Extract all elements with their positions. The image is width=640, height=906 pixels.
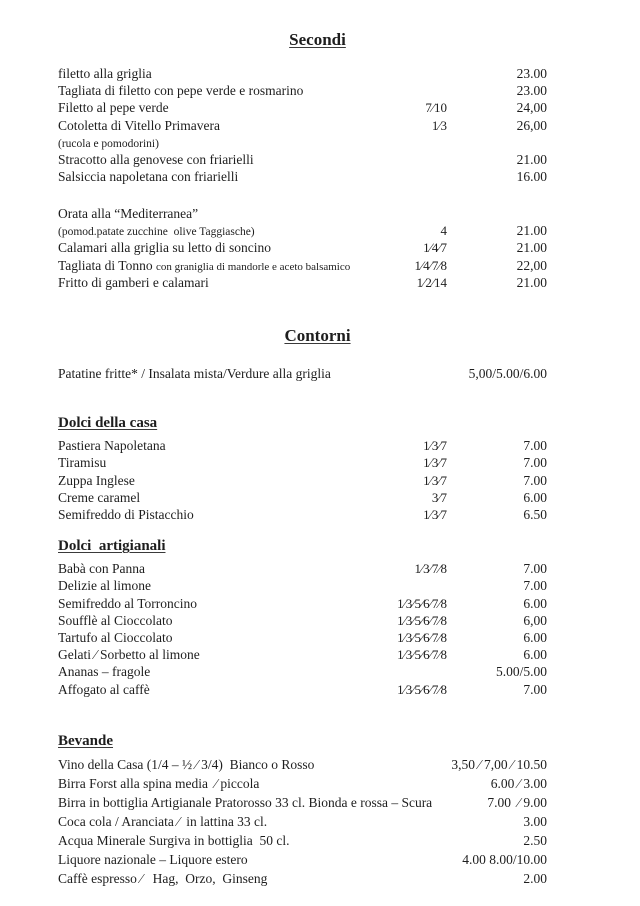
item-name-wrap <box>58 66 447 83</box>
menu-item-row <box>58 258 547 275</box>
item-name: Fritto di gamberi e calamari <box>58 274 209 290</box>
item-name-wrap <box>58 832 447 851</box>
item-allergens: 1⁄4⁄7⁄8 <box>414 257 447 273</box>
item-name-wrap <box>58 630 359 647</box>
item-name: Tiramisu <box>58 455 107 471</box>
item-name: Babà con Panna <box>58 561 145 577</box>
menu-item-row <box>58 152 547 169</box>
item-price: 6.00 <box>523 595 547 611</box>
item-price: 22,00 <box>516 257 547 273</box>
item-price: 7.00 <box>523 681 547 697</box>
menu-item-row <box>58 455 547 472</box>
item-price: 24,00 <box>516 100 547 116</box>
menu-page <box>58 0 547 889</box>
item-name: Birra Forst alla spina media ⁄ piccola <box>58 775 260 791</box>
item-allergens: 1⁄3⁄5⁄6⁄7⁄8 <box>397 647 447 663</box>
item-price: 26,00 <box>516 117 547 133</box>
item-name-wrap <box>58 473 359 490</box>
item-name-wrap <box>58 240 359 257</box>
item-allergens: 1⁄3⁄7 <box>423 507 447 523</box>
item-allergens: 4 <box>440 223 447 239</box>
item-price: 6,00 <box>523 612 547 628</box>
menu-item-row <box>58 169 547 186</box>
menu-item-row <box>58 206 547 223</box>
menu-item-row <box>58 66 547 83</box>
item-name: Patatine fritte* / Insalata mista/Verdure alla griglia <box>58 366 331 382</box>
item-name-wrap <box>58 578 447 595</box>
item-name-wrap <box>58 152 447 169</box>
menu-item-row <box>58 596 547 613</box>
item-name: Salsiccia napoletana con friarielli <box>58 169 239 185</box>
item-name-wrap <box>58 561 359 578</box>
item-allergens: 3⁄7 <box>431 489 447 505</box>
item-name-wrap <box>58 490 359 507</box>
menu-item-row <box>58 100 547 117</box>
menu-item-row <box>58 813 547 832</box>
item-price: 23.00 <box>516 83 547 99</box>
menu-item-row <box>58 223 547 240</box>
menu-section <box>58 733 547 889</box>
section-heading: Dolci artigianali <box>58 538 166 555</box>
item-name: filetto alla griglia <box>58 66 152 81</box>
menu-item-row <box>58 83 547 100</box>
menu-group <box>58 756 547 889</box>
item-name: (rucola e pomodorini) <box>58 137 159 150</box>
item-price: 7.00 <box>523 472 547 488</box>
item-price: 6.00 <box>523 489 547 505</box>
item-allergens: 1⁄3⁄5⁄6⁄7⁄8 <box>397 595 447 611</box>
item-price: 5.00/5.00 <box>495 664 547 680</box>
item-name-wrap <box>58 83 447 100</box>
item-allergens: 1⁄3 <box>431 117 447 133</box>
item-name: Liquore nazionale – Liquore estero <box>58 851 248 867</box>
menu-section <box>58 30 547 292</box>
menu-item-row <box>58 438 547 455</box>
menu-item-row <box>58 135 547 152</box>
item-name-wrap <box>58 756 447 775</box>
menu-item-row <box>58 664 547 681</box>
item-allergens: 1⁄3⁄7 <box>423 455 447 471</box>
item-price: 4.00 8.00/10.00 <box>462 851 547 867</box>
menu-item-row <box>58 682 547 699</box>
item-name: Tagliata di Tonno <box>58 257 156 273</box>
item-allergens: 7⁄10 <box>425 100 447 116</box>
item-name-wrap <box>58 794 447 813</box>
item-allergens: 1⁄3⁄5⁄6⁄7⁄8 <box>397 612 447 628</box>
menu-section <box>58 538 547 699</box>
item-name-wrap <box>58 258 359 275</box>
item-name-wrap <box>58 206 447 223</box>
item-name: Cotoletta di Vitello Primavera <box>58 117 221 133</box>
item-name-wrap <box>58 118 359 135</box>
item-name-wrap <box>58 100 359 117</box>
item-price: 21.00 <box>516 151 547 167</box>
menu-section <box>58 326 547 383</box>
item-price: 21.00 <box>516 240 547 256</box>
item-price: 2.00 <box>523 870 547 886</box>
menu-group <box>58 561 547 699</box>
menu-item-row <box>58 473 547 490</box>
item-name-wrap <box>58 851 447 870</box>
item-name-wrap <box>58 275 359 292</box>
item-name: Acqua Minerale Surgiva in bottiglia 50 cl. <box>58 832 290 848</box>
menu-item-row <box>58 794 547 813</box>
item-price: 7.00 <box>523 438 547 454</box>
item-allergens: 1⁄3⁄7 <box>423 472 447 488</box>
menu-group <box>58 206 547 292</box>
item-name: Semifreddo al Torroncino <box>58 595 198 611</box>
item-price: 7.00 ⁄ 9.00 <box>487 794 547 810</box>
menu-group <box>58 366 547 383</box>
menu-item-row <box>58 118 547 135</box>
item-name: Delizie al limone <box>58 578 151 594</box>
menu-item-row <box>58 756 547 775</box>
section-heading: Bevande <box>58 732 114 749</box>
menu-group <box>58 66 547 186</box>
item-allergens: 1⁄3⁄5⁄6⁄7⁄8 <box>397 681 447 697</box>
item-name: Creme caramel <box>58 489 141 505</box>
item-price: 6.00 ⁄ 3.00 <box>490 775 547 791</box>
item-name: Tagliata di filetto con pepe verde e rosmarino <box>58 83 304 99</box>
item-name-wrap <box>58 775 447 794</box>
item-price: 2.50 <box>523 832 547 848</box>
item-name-wrap <box>58 664 447 681</box>
menu-item-row <box>58 490 547 507</box>
item-price: 6.00 <box>523 630 547 646</box>
menu-item-row <box>58 832 547 851</box>
item-price: 3,50 ⁄ 7,00 ⁄ 10.50 <box>451 756 547 772</box>
menu-item-row <box>58 240 547 257</box>
item-name-wrap <box>58 223 359 240</box>
menu-item-row <box>58 851 547 870</box>
item-name: Zuppa Inglese <box>58 472 135 488</box>
item-allergens: 1⁄2⁄14 <box>416 274 447 290</box>
item-name-wrap <box>58 438 359 455</box>
item-name: Calamari alla griglia su letto di soncino <box>58 240 271 256</box>
menu-section <box>58 415 547 524</box>
section-heading: Contorni <box>284 326 351 346</box>
item-note-inline: con graniglia di mandorle e aceto balsamico <box>155 260 351 273</box>
item-name: Caffè espresso ⁄ Hag, Orzo, Ginseng <box>58 870 268 886</box>
item-name: Filetto al pepe verde <box>58 100 169 116</box>
menu-item-row <box>58 870 547 889</box>
menu-item-row <box>58 630 547 647</box>
item-name-wrap <box>58 647 359 664</box>
item-price: 3.00 <box>523 813 547 829</box>
item-name-wrap <box>58 613 359 630</box>
item-price: 7.00 <box>523 578 547 594</box>
item-allergens: 1⁄3⁄5⁄6⁄7⁄8 <box>397 630 447 646</box>
item-name-wrap <box>58 596 359 613</box>
item-name: Stracotto alla genovese con friarielli <box>58 151 254 167</box>
item-name-wrap <box>58 135 447 152</box>
item-price: 23.00 <box>516 66 547 81</box>
item-price: 7.00 <box>523 561 547 577</box>
item-allergens: 1⁄3⁄7⁄8 <box>414 561 447 577</box>
menu-item-row <box>58 647 547 664</box>
section-heading: Dolci della casa <box>58 415 158 432</box>
section-heading: Secondi <box>289 30 346 49</box>
item-name: Semifreddo di Pistacchio <box>58 507 194 523</box>
item-name: Tartufo al Cioccolato <box>58 630 173 646</box>
item-name-wrap <box>58 813 447 832</box>
item-name-wrap <box>58 366 447 383</box>
item-name: Orata alla “Mediterranea” <box>58 206 199 222</box>
item-price: 16.00 <box>516 169 547 185</box>
menu-item-row <box>58 507 547 524</box>
item-name: (pomod.patate zucchine olive Taggiasche) <box>58 226 255 239</box>
item-name-wrap <box>58 507 359 524</box>
item-name: Gelati ⁄ Sorbetto al limone <box>58 647 200 663</box>
item-allergens: 1⁄3⁄7 <box>423 438 447 454</box>
item-price: 21.00 <box>516 274 547 290</box>
item-price: 6.00 <box>523 647 547 663</box>
item-name: Ananas – fragole <box>58 664 151 680</box>
menu-item-row <box>58 561 547 578</box>
item-name: Coca cola / Aranciata ⁄ in lattina 33 cl. <box>58 813 268 829</box>
item-name-wrap <box>58 169 447 186</box>
item-name-wrap <box>58 870 447 889</box>
item-allergens: 1⁄4⁄7 <box>423 240 447 256</box>
item-name: Affogato al caffè <box>58 681 150 697</box>
menu-item-row <box>58 275 547 292</box>
item-name: Soufflè al Cioccolato <box>58 612 173 628</box>
item-name: Birra in bottiglia Artigianale Pratorosso 33 cl. Bionda e rossa – Scura <box>58 794 433 810</box>
menu-item-row <box>58 613 547 630</box>
item-price: 5,00/5.00/6.00 <box>468 366 547 382</box>
item-name-wrap <box>58 682 359 699</box>
item-name: Pastiera Napoletana <box>58 438 166 454</box>
item-name-wrap <box>58 455 359 472</box>
item-price: 6.50 <box>523 507 547 523</box>
menu-group <box>58 438 547 524</box>
menu-item-row <box>58 578 547 595</box>
menu-item-row <box>58 775 547 794</box>
item-name: Vino della Casa (1/4 – ½ ⁄ 3/4) Bianco o Rosso <box>58 756 315 772</box>
item-price: 21.00 <box>516 223 547 239</box>
item-price: 7.00 <box>523 455 547 471</box>
menu-item-row <box>58 366 547 383</box>
